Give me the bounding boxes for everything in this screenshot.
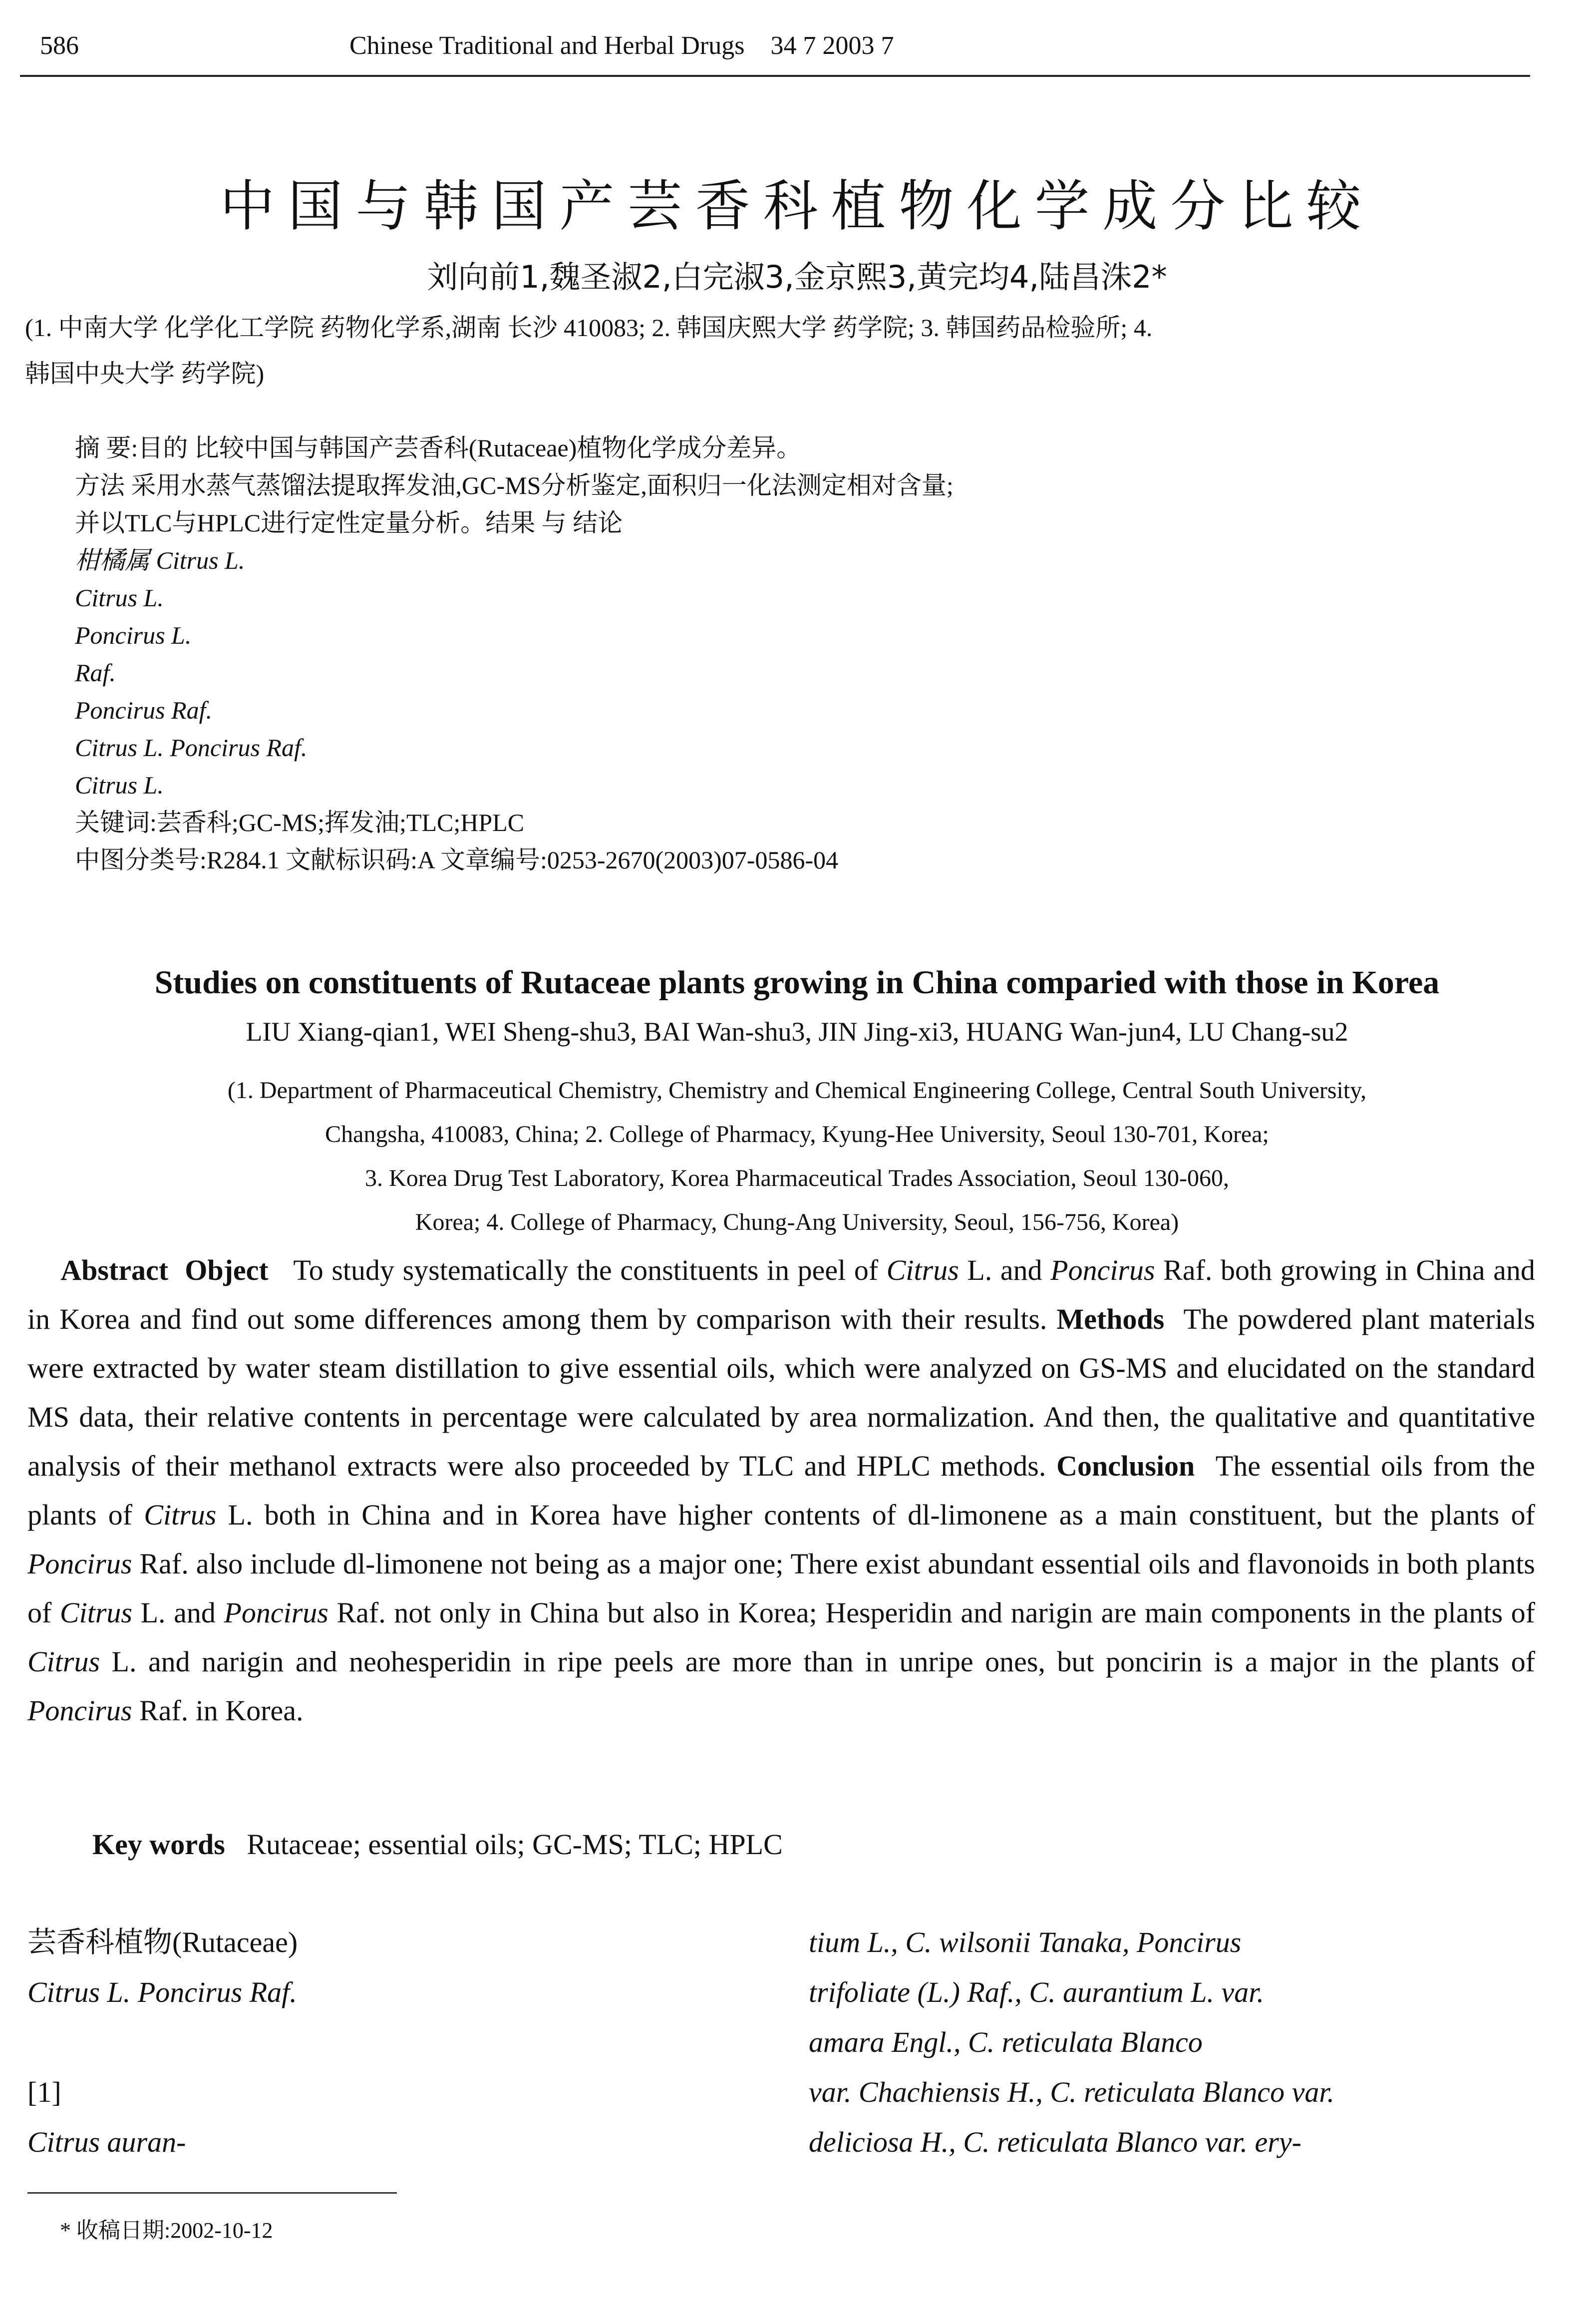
body-line: trifoliate (L.) Raf., C. aurantium L. var. bbox=[809, 1976, 1264, 2008]
volume-info: 34 7 2003 7 bbox=[770, 31, 894, 60]
header-rule bbox=[20, 75, 1530, 77]
keywords-english: Key words Rutaceae; essential oils; GC-MS; TLC; HPLC bbox=[92, 1828, 783, 1861]
footnote-rule bbox=[27, 2192, 397, 2194]
body-line bbox=[27, 2017, 746, 2067]
body-line: [1] bbox=[27, 2076, 61, 2108]
affiliation-line: Changsha, 410083, China; 2. College of Pharmacy, Kyung-Hee University, Seoul 130-701, Korea; bbox=[325, 1121, 1269, 1148]
footnote: * 收稿日期:2002-10-12 bbox=[60, 2218, 273, 2243]
abstract-cn-line: Citrus L. bbox=[75, 771, 164, 799]
abstract-cn-line: 并以TLC与HPLC进行定性定量分析。结果 与 结论 bbox=[75, 509, 623, 537]
affiliation-chinese: (1. 中南大学 化学化工学院 药物化学系,湖南 长沙 410083; 2. 韩国庆熙大学 药学院; 3. 韩国药品检验所; 4. 韩国中央大学 药学院) bbox=[25, 314, 1153, 387]
abstract-cn-line: Citrus L. Poncirus Raf. bbox=[75, 734, 308, 762]
abstract-cn-line: Raf. bbox=[75, 659, 116, 687]
object-label: Object bbox=[185, 1254, 269, 1286]
title-english: Studies on constituents of Rutaceae plants growing in China comparied with those in Korea bbox=[154, 964, 1440, 1001]
methods-label: Methods bbox=[1056, 1303, 1165, 1335]
abstract-cn-line: 柑橘属 Citrus L. bbox=[75, 546, 245, 574]
affiliation-english bbox=[0, 1069, 1594, 1244]
body-line: amara Engl., C. reticulata Blanco bbox=[809, 2026, 1203, 2058]
running-header bbox=[20, 31, 1574, 71]
affiliation-line: (1. Department of Pharmaceutical Chemistry, Chemistry and Chemical Engineering College, Central South University, bbox=[227, 1077, 1367, 1104]
body-line: Citrus auran- bbox=[27, 2126, 186, 2158]
body-line: Citrus L. Poncirus Raf. bbox=[27, 1976, 297, 2008]
body-line: deliciosa H., C. reticulata Blanco var. ery- bbox=[809, 2126, 1301, 2158]
body-line: 芸香科植物(Rutaceae) bbox=[27, 1926, 298, 1958]
authors-chinese: 刘向前1,魏圣淑2,白完淑3,金京熙3,黄完均4,陆昌洙2* bbox=[427, 259, 1167, 295]
page-number: 586 bbox=[40, 31, 79, 60]
abstract-cn-line: 方法 采用水蒸气蒸馏法提取挥发油,GC-MS分析鉴定,面积归一化法测定相对含量; bbox=[75, 471, 954, 499]
keywords-chinese: 关键词:芸香科;GC-MS;挥发油;TLC;HPLC bbox=[75, 808, 525, 836]
authors-english: LIU Xiang-qian1, WEI Sheng-shu3, BAI Wan-shu3, JIN Jing-xi3, HUANG Wan-jun4, LU Chang-su2 bbox=[246, 1017, 1348, 1047]
abstract-cn-line: Citrus L. bbox=[75, 584, 164, 612]
body-line: tium L., C. wilsonii Tanaka, Poncirus bbox=[809, 1926, 1242, 1958]
abstract-english: Abstract Object To study systematically the constituents in peel of Citrus L. and Poncirus Raf. both growing in China and in Korea and find out some differences among them by comparison with their results. Methods The powdered plant materials were extracted by water steam distillation to give essential oils, which were analyzed on GS-MS and elucidated on the standard MS data, their relative contents in percentage were calculated by area normalization. And then, the qualitative and quantitative analysis of their methanol extracts were also proceeded by TLC and HPLC methods. Conclusion The essential oils from the plants of Citrus L. both in China and in Korea have higher contents of dl-limonene as a main constituent, but the plants of Poncirus Raf. also include dl-limonene not being as a major one; There exist abundant essential oils and flavonoids in both plants of Citrus L. and Poncirus Raf. not only in China but also in Korea; Hesperidin and narigin are main components in the plants of Citrus L. and narigin and neohesperidin in ripe peels are more than in unripe ones, but poncirin is a major in the plants of Poncirus Raf. in Korea. bbox=[27, 1254, 1536, 1727]
affiliation-line: Korea; 4. College of Pharmacy, Chung-Ang University, Seoul, 156-756, Korea) bbox=[415, 1209, 1179, 1235]
abstract-label: Abstract bbox=[60, 1254, 169, 1286]
keywords-label: Key words bbox=[92, 1828, 225, 1861]
body-column-right bbox=[809, 1918, 1533, 2167]
affiliation-line: 3. Korea Drug Test Laboratory, Korea Pharmaceutical Trades Association, Seoul 130-060, bbox=[365, 1165, 1229, 1191]
body-line: var. Chachiensis H., C. reticulata Blanco var. bbox=[809, 2076, 1335, 2108]
abstract-cn-line: Poncirus Raf. bbox=[75, 696, 212, 724]
conclusion-label: Conclusion bbox=[1056, 1450, 1195, 1482]
body-column-left bbox=[27, 1918, 746, 2167]
abstract-cn-line: 摘 要:目的 比较中国与韩国产芸香科(Rutaceae)植物化学成分差异。 bbox=[75, 434, 802, 462]
journal-name: Chinese Traditional and Herbal Drugs 34 7 2003 7 bbox=[349, 31, 894, 60]
classification-line: 中图分类号:R284.1 文献标识码:A 文章编号:0253-2670(2003)07-0586-04 bbox=[75, 846, 839, 874]
abstract-cn-line: Poncirus L. bbox=[75, 621, 192, 649]
title-chinese: 中国与韩国产芸香科植物化学成分比较 bbox=[220, 176, 1374, 237]
abstract-chinese bbox=[75, 429, 1523, 879]
